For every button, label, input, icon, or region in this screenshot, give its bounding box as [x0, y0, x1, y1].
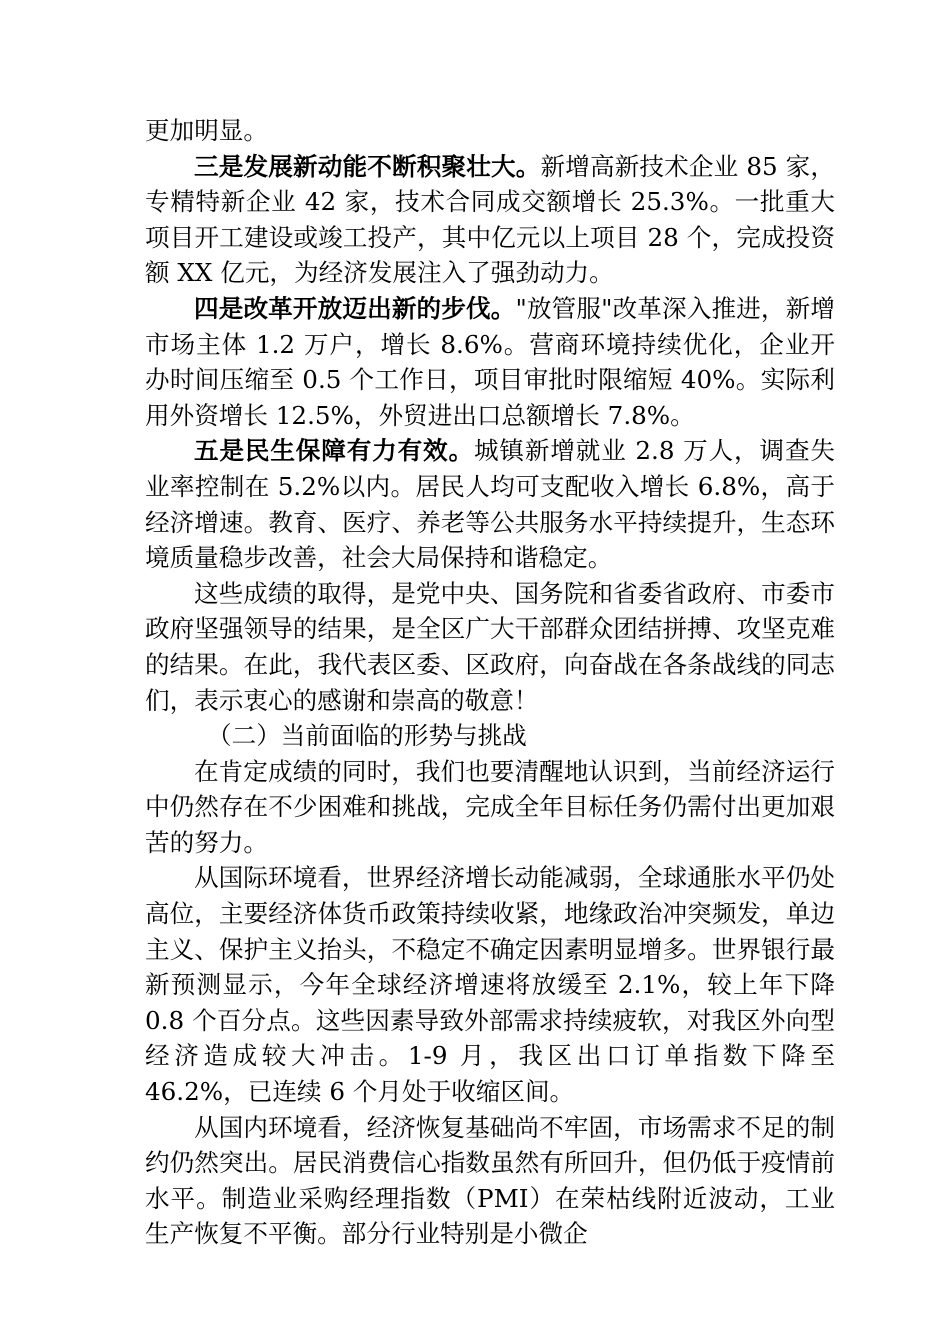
paragraph-text: 这些成绩的取得，是党中央、国务院和省委省政府、市委市政府坚强领导的结果，是全区广大干部群众团结拼搏、攻坚克难的结果。在此，我代表区委、区政府，向奋战在各条战线的同志们，表示衷心的感谢和崇高的敬意！: [145, 578, 835, 715]
paragraph-text: "放管服"改革深入推进，新增市场主体 1.2 万户，增长 8.6%。营商环境持续优化，企业开办时间压缩至 0.5 个工作日，项目审批时限缩短 40%。实际利用外资增长 12.5%，外贸进出口总额增长 7.8%。: [145, 293, 835, 430]
paragraph-text: 从国际环境看，世界经济增长动能减弱，全球通胀水平仍处高位，主要经济体货币政策持续收紧，地缘政治冲突频发，单边主义、保护主义抬头，不稳定不确定因素明显增多。世界银行最新预测显示，今年全球经济增速将放缓至 2.1%，较上年下降 0.8 个百分点。这些因素导致外部需求持续疲软，对我区外向型经济造成较大冲击。1-9 月，我区出口订单指数下降至 46.2%，已连续 6 个月处于收缩区间。: [145, 863, 835, 1107]
paragraph-text: 新增高新技术企业 85 家，专精特新企业 42 家，技术合同成交额增长 25.3%。一批重大项目开工建设或竣工投产，其中亿元以上项目 28 个，完成投资额 XX 亿元，为经济发展注入了强劲动力。: [145, 151, 835, 288]
paragraph-challenges-intro: [145, 754, 835, 861]
paragraph-livelihood: [145, 433, 835, 575]
paragraph-domestic: [145, 1110, 835, 1252]
document-body: [145, 113, 835, 1252]
paragraph-lead-heading: 五是民生保障有力有效。: [194, 436, 474, 466]
paragraph-text: 城镇新增就业 2.8 万人，调查失业率控制在 5.2%以内。居民人均可支配收入增长 6.8%，高于经济增速。教育、医疗、养老等公共服务水平持续提升，生态环境质量稳步改善，社会大局保持和谐稳定。: [145, 436, 835, 573]
paragraph-text: 更加明显。: [145, 116, 268, 145]
section-heading-text: （二）当前面临的形势与挑战: [207, 721, 527, 751]
paragraph-acknowledgement: [145, 576, 835, 718]
paragraph-new-momentum: [145, 149, 835, 291]
paragraph-text: 从国内环境看，经济恢复基础尚不牢固，市场需求不足的制约仍然突出。居民消费信心指数虽然有所回升，但仍低于疫情前水平。制造业采购经理指数（PMI）在荣枯线附近波动，工业生产恢复不平衡。部分行业特别是小微企: [145, 1112, 835, 1249]
paragraph-international: [145, 860, 835, 1109]
section-heading: [145, 718, 835, 754]
paragraph-lead-heading: 三是发展新动能不断积聚壮大。: [194, 151, 541, 181]
paragraph-lead-heading: 四是改革开放迈出新的步伐。: [194, 293, 516, 323]
paragraph-continuation: [145, 113, 835, 149]
paragraph-text: 在肯定成绩的同时，我们也要清醒地认识到，当前经济运行中仍然存在不少困难和挑战，完成全年目标任务仍需付出更加艰苦的努力。: [145, 756, 835, 857]
paragraph-reform-opening: [145, 291, 835, 433]
